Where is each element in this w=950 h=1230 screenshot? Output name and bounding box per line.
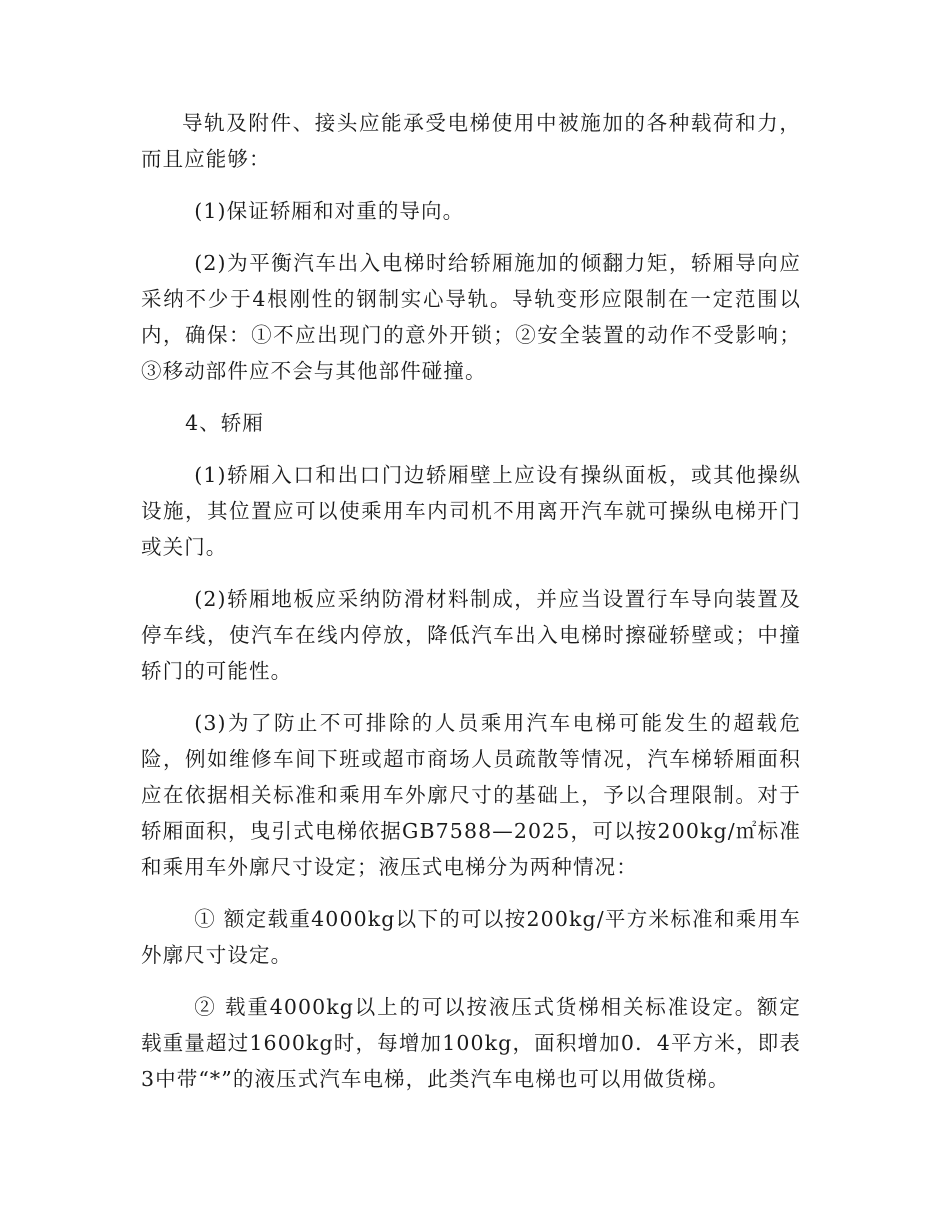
paragraph-case-2-rated-load: ② 载重4000kg以上的可以按液压式货梯相关标准设定。额定载重量超过1600kg时，每增加100kg，面积增加0．4平方米，即表3中带“*”的液压式汽车电梯，此类汽车电梯也可以用做货梯。 (141, 995, 801, 1091)
paragraph-item-1-guidance: (1)保证轿厢和对重的导向。 (194, 199, 465, 223)
paragraph-car-item-1-control-panel: (1)轿厢入口和出口门边轿厢壁上应设有操纵面板，或其他操纵设施，其位置应可以使乘用车内司机不用离开汽车就可操纵电梯开门或关门。 (141, 463, 801, 559)
paragraph-case-1-rated-load: ① 额定载重4000kg以下的可以按200kg/平方米标准和乘用车外廓尺寸设定。 (141, 907, 801, 967)
section-heading-car: 4、轿厢 (185, 411, 265, 435)
paragraph-car-item-2-floor: (2)轿厢地板应采纳防滑材料制成，并应当设置行车导向装置及停车线，使汽车在线内停放，降低汽车出入电梯时擦碰轿壁或；中撞轿门的可能性。 (141, 587, 801, 683)
paragraph-guide-rail-requirements: 导轨及附件、接头应能承受电梯使用中被施加的各种载荷和力，而且应能够： (141, 111, 801, 171)
document-body (141, 105, 801, 1113)
paragraph-item-2-guide-rails: (2)为平衡汽车出入电梯时给轿厢施加的倾翻力矩，轿厢导向应采纳不少于4根刚性的钢制实心导轨。导轨变形应限制在一定范围以内，确保：①不应出现门的意外开锁；②安全装置的动作不受影响；③移动部件应不会与其他部件碰撞。 (141, 251, 801, 383)
paragraph-car-item-3-area: (3)为了防止不可排除的人员乘用汽车电梯可能发生的超载危险，例如维修车间下班或超市商场人员疏散等情况，汽车梯轿厢面积应在依据相关标准和乘用车外廓尺寸的基础上，予以合理限制。对于轿厢面积，曳引式电梯依据GB7588—2025，可以按200kg/㎡标准和乘用车外廓尺寸设定；液压式电梯分为两种情况： (141, 711, 801, 879)
